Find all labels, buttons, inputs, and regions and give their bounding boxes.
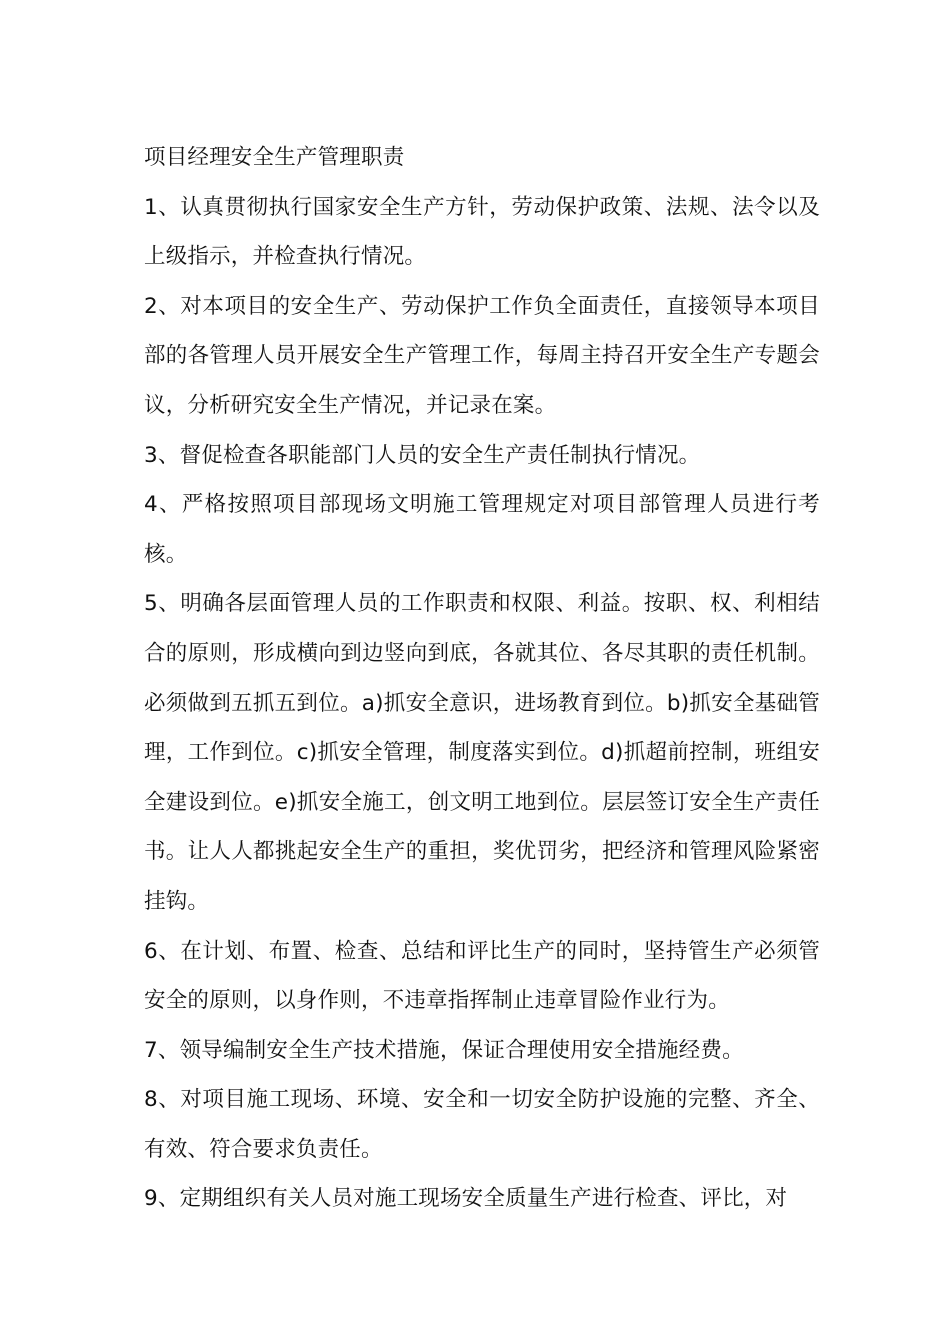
paragraph-7: 7、领导编制安全生产技术措施，保证合理使用安全措施经费。 (144, 1037, 744, 1063)
document-title: 项目经理安全生产管理职责 (144, 145, 405, 170)
paragraph-3: 3、督促检查各职能部门人员的安全生产责任制执行情况。 (144, 442, 701, 468)
paragraph-5: 5、明确各层面管理人员的工作职责和权限、利益。按职、权、利相结合的原则，形成横向到边竖向到底，各就其位、各尽其职的责任机制。必须做到五抓五到位。a)抓安全意识，进场教育到位。b)抓安全基础管理，工作到位。c)抓安全管理，制度落实到位。d)抓超前控制，班组安全建设到位。e)抓安全施工，创文明工地到位。层层签订安全生产责任书。让人人都挑起安全生产的重担，奖优罚劣，把经济和管理风险紧密挂钩。 (144, 591, 820, 914)
paragraph-9: 9、定期组织有关人员对施工现场安全质量生产进行检查、评比，对 (144, 1186, 788, 1212)
document-body (144, 133, 820, 1224)
paragraph-8: 8、对项目施工现场、环境、安全和一切安全防护设施的完整、齐全、有效、符合要求负责任。 (144, 1087, 820, 1162)
paragraph-4: 4、严格按照项目部现场文明施工管理规定对项目部管理人员进行考核。 (144, 492, 820, 567)
paragraph-1: 1、认真贯彻执行国家安全生产方针，劳动保护政策、法规、法令以及上级指示，并检查执行情况。 (144, 194, 820, 270)
paragraph-2: 2、对本项目的安全生产、劳动保护工作负全面责任，直接领导本项目部的各管理人员开展安全生产管理工作，每周主持召开安全生产专题会议，分析研究安全生产情况，并记录在案。 (144, 293, 820, 418)
paragraph-6: 6、在计划、布置、检查、总结和评比生产的同时，坚持管生产必须管安全的原则，以身作则，不违章指挥制止违章冒险作业行为。 (144, 938, 820, 1014)
